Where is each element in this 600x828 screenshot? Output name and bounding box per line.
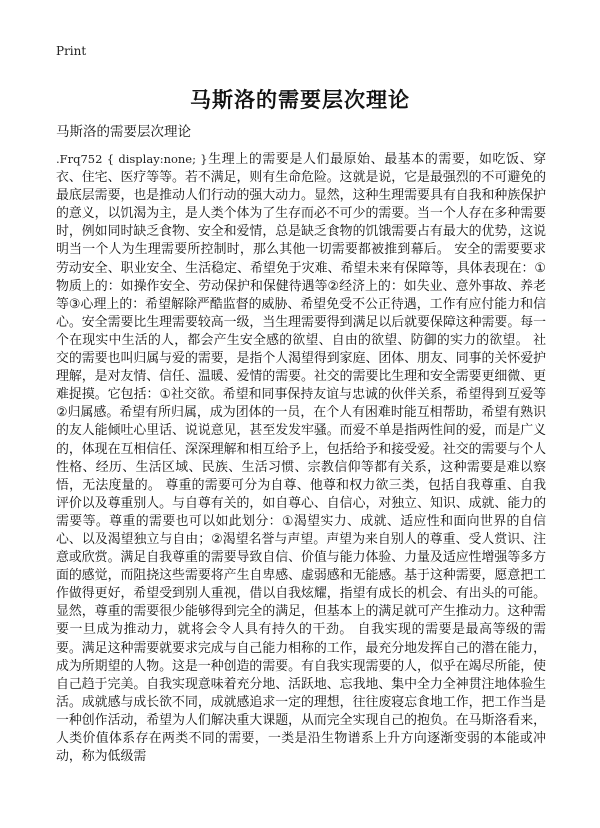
article-body-text: 生理上的需要是人们最原始、最基本的需要，如吃饭、穿衣、住宅、医疗等等。若不满足，则有生命危险。这就是说，它是最强烈的不可避免的最底层需要，也是推动人们行动的强大动力。显然，这种生理需要具有自我和种族保护的意义，以饥渴为主，是人类个体为了生存而必不可少的需要。当一个人存在多种需要时，例如同时缺乏食物、安全和爱情，总是缺乏食物的饥饿需要占有最大的优势，这说明当一个人为生理需要所控制时，那么其他一切需要都被推到幕后。 安全的需要要求劳动安全、职业安全、生活稳定、希望免于灾难、希望未来有保障等，具体表现在：①物质上的：如操作安全、劳动保护和保健待遇等②经济上的：如失业、意外事故、养老等③心理上的：希望解除严酷监督的威胁、希望免受不公正待遇，工作有应付能力和信心。安全需要比生理需要较高一级，当生理需要得到满足以后就要保障这种需要。每一个在现实中生活的人，都会产生安全感的欲望、自由的欲望、防御的实力的欲望。 社交的需要也叫归属与爱的需要，是指个人渴望得到家庭、团体、朋友、同事的关怀爱护理解，是对友情、信任、温暖、爱情的需要。社交的需要比生理和安全需要更细微、更难捉摸。它包括：①社交欲。希望和同事保持友谊与忠诚的伙伴关系，希望得到互爱等②归属感。希望有所归属，成为团体的一员，在个人有困难时能互相帮助，希望有熟识的友人能倾吐心里话、说说意见，甚至发发牢骚。而爱不单是指两性间的爱，而是广义的，体现在互相信任、深深理解和相互给予上，包括给予和接受爱。社交的需要与个人性格、经历、生活区域、民族、生活习惯、宗教信仰等都有关系，这种需要是难以察悟，无法度量的。 尊重的需要可分为自尊、他尊和权力欲三类，包括自我尊重、自我评价以及尊重别人。与自尊有关的，如自尊心、自信心，对独立、知识、成就、能力的需要等。尊重的需要也可以如此划分：①渴望实力、成就、适应性和面向世界的自信心、以及渴望独立与自由；②渴望名誉与声望。声望为来自别人的尊重、受人赏识、注意或欣赏。满足自我尊重的需要导致自信、价值与能力体验、力量及适应性增强等多方面的感觉，而阻挠这些需要将产生自卑感、虚弱感和无能感。基于这种需要，愿意把工作做得更好，希望受到别人重视，借以自我炫耀，指望有成长的机会、有出头的可能。显然，尊重的需要很少能够得到完全的满足，但基本上的满足就可产生推动力。这种需要一旦成为推动力，就将会令人具有持久的干劲。 自我实现的需要是最高等级的需要。满足这种需要就要求完成与自己能力相称的工作，最充分地发挥自己的潜在能力，成为所期望的人物。这是一种创造的需要。有自我实现需要的人，似乎在竭尽所能，使自己趋于完美。自我实现意味着充分地、活跃地、忘我地、集中全力全神贯注地体验生活。成就感与成长欲不同，成就感追求一定的理想，往往废寝忘食地工作，把工作当是一种创作活动，希望为人们解决重大课题，从而完全实现自己的抱负。在马斯洛看来，人类价值体系存在两类不同的需要，一类是沿生物谱系上升方向逐渐变弱的本能或冲动，称为低级需: [56, 152, 546, 765]
article-body: [56, 150, 546, 822]
stray-css-text: .Frq752 { display:none; }: [56, 152, 208, 166]
page-title: 马斯洛的需要层次理论: [190, 88, 410, 112]
print-link[interactable]: Print: [56, 44, 87, 58]
article-subtitle: 马斯洛的需要层次理论: [56, 124, 191, 140]
